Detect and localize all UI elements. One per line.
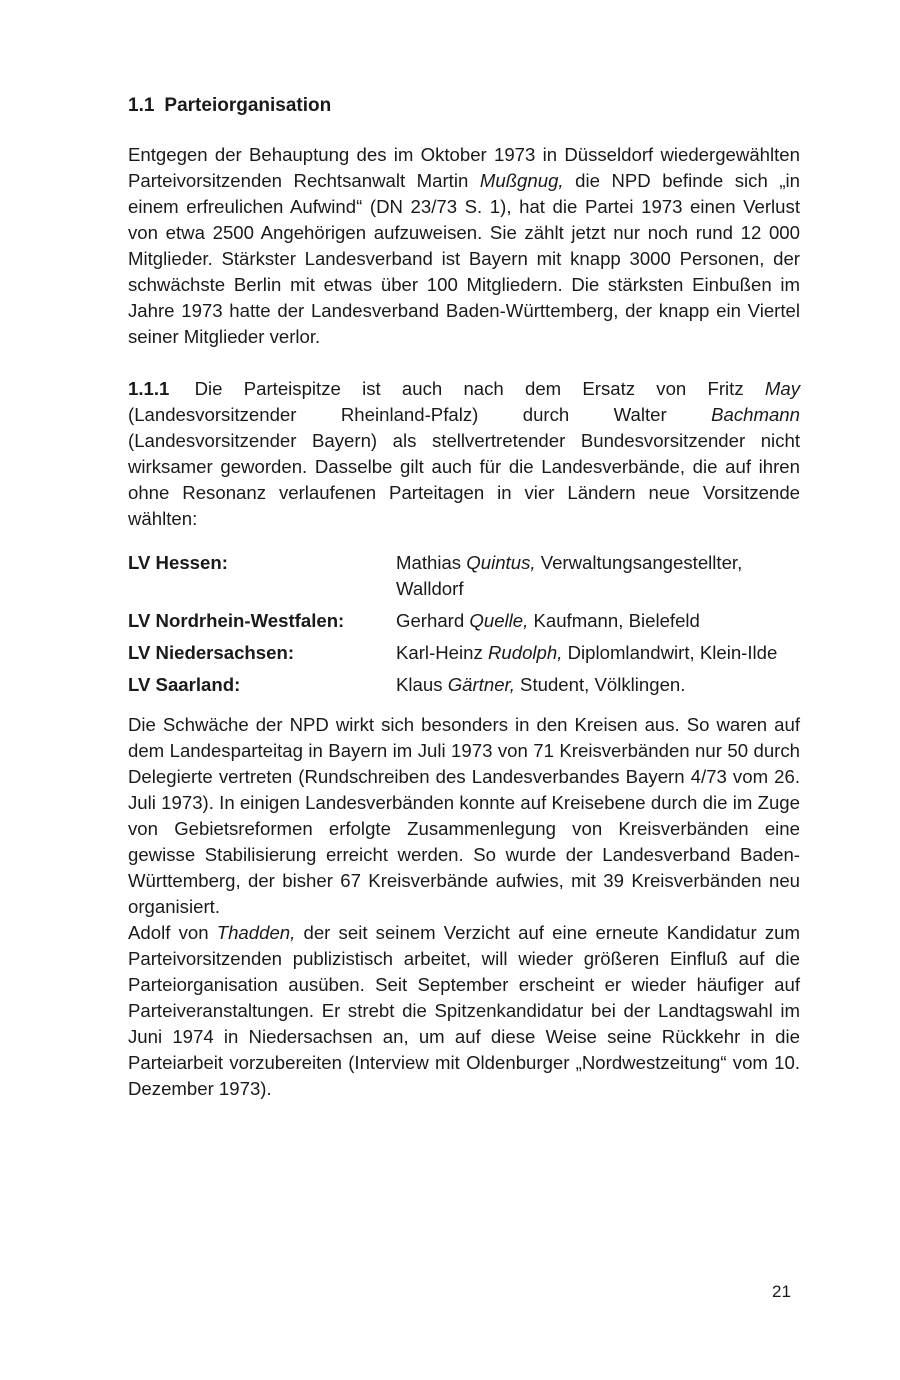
text-run: Entgegen der Behauptung des im Oktober 1973 in Düsseldorf wiedergewählten Parteivorsitzenden Rechtsanwalt Martin: [128, 144, 800, 191]
paragraph-party-leadership: [128, 376, 800, 532]
section-heading: [128, 92, 800, 120]
page-number: 21: [772, 1282, 791, 1301]
text-run: Karl-Heinz: [396, 642, 488, 663]
person-name: Mußgnug,: [479, 170, 564, 191]
person-name: Rudolph,: [487, 642, 563, 663]
list-item: [128, 672, 800, 698]
chairman-entry: [396, 672, 800, 698]
state-chairmen-list: [128, 550, 800, 698]
text-run: (Landesvorsitzender Bayern) als stellvertretender Bundesvorsitzender nicht wirksamer geworden. Dasselbe gilt auch für die Landesverbände, die auf ihren ohne Resonanz verlaufenen Parteitagen in vier Ländern neue Vorsitzende wählten:: [128, 430, 800, 529]
list-item: [128, 608, 800, 634]
person-name: Thadden,: [216, 922, 296, 943]
section-number: 1.1: [128, 95, 155, 116]
chairman-entry: [396, 640, 800, 666]
person-name: Quelle,: [469, 610, 529, 631]
text-run: Gerhard: [396, 610, 470, 631]
text-run: der seit seinem Verzicht auf eine erneute Kandidatur zum Parteivorsitzenden publizistisch arbeitet, will wieder größeren Einfluß auf die Parteiorganisation ausüben. Seit September erscheint er wieder häufiger auf Parteiveranstaltungen. Er strebt die Spitzenkandidatur bei der Landtagswahl im Juni 1974 in Niedersachsen an, um auf diese Weise seine Rückkehr in die Parteiarbeit vorzubereiten (Interview mit Oldenburger „Nordwestzeitung“ vom 10. Dezember 1973).: [128, 922, 800, 1099]
text-run: (Landesvorsitzender Rheinland-Pfalz) durch Walter: [128, 404, 712, 425]
chairman-entry: [396, 608, 800, 634]
person-name: Bachmann: [711, 404, 800, 425]
text-run: Student, Völklingen.: [514, 674, 686, 695]
paragraph-thadden: [128, 920, 800, 1102]
text-run: Diplomlandwirt, Klein-Ilde: [562, 642, 778, 663]
person-name: Quintus,: [466, 552, 536, 573]
person-name: Gärtner,: [447, 674, 515, 695]
text-run: Klaus: [396, 674, 448, 695]
state-label: LV Saarland:: [128, 674, 241, 695]
list-item: [128, 550, 800, 602]
paragraph-membership: [128, 142, 800, 350]
section-title: Parteiorganisation: [164, 95, 332, 116]
text-run: Verwaltungsangestellter, Walldorf: [396, 552, 743, 599]
subsection-number: 1.1.1: [128, 378, 170, 399]
chairman-entry: [396, 550, 800, 602]
text-run: Die Parteispitze ist auch nach dem Ersatz von Fritz: [194, 378, 765, 399]
state-label: LV Nordrhein-Westfalen:: [128, 610, 345, 631]
text-run: Adolf von: [128, 922, 217, 943]
text-run: Kaufmann, Bielefeld: [528, 610, 700, 631]
document-page: [128, 92, 800, 1102]
list-item: [128, 640, 800, 666]
state-label: LV Hessen:: [128, 552, 228, 573]
person-name: May: [764, 378, 800, 399]
text-run: die NPD befinde sich „in einem erfreulichen Aufwind“ (DN 23/73 S. 1), hat die Partei 1973 einen Verlust von etwa 2500 Angehörigen aufzuweisen. Sie zählt jetzt nur noch rund 12 000 Mitglieder. Stärkster Landesverband ist Bayern mit knapp 3000 Personen, der schwächste Berlin mit etwas über 100 Mitgliedern. Die stärksten Einbußen im Jahre 1973 hatte der Landesverband Baden-Württemberg, der knapp ein Viertel seiner Mitglieder verlor.: [128, 170, 800, 347]
text-run: Mathias: [396, 552, 467, 573]
paragraph-district-weakness: Die Schwäche der NPD wirkt sich besonders in den Kreisen aus. So waren auf dem Landesparteitag in Bayern im Juli 1973 von 71 Kreisverbänden nur 50 durch Delegierte vertreten (Rundschreiben des Landesverbandes Bayern 4/73 vom 26. Juli 1973). In einigen Landesverbänden konnte auf Kreisebene durch die im Zuge von Gebietsreformen erfolgte Zusammenlegung von Kreisverbänden eine gewisse Stabilisierung erreicht werden. So wurde der Landesverband Baden-Württemberg, der bisher 67 Kreisverbände aufwies, mit 39 Kreisverbänden neu organisiert.: [128, 714, 800, 917]
state-label: LV Niedersachsen:: [128, 642, 295, 663]
